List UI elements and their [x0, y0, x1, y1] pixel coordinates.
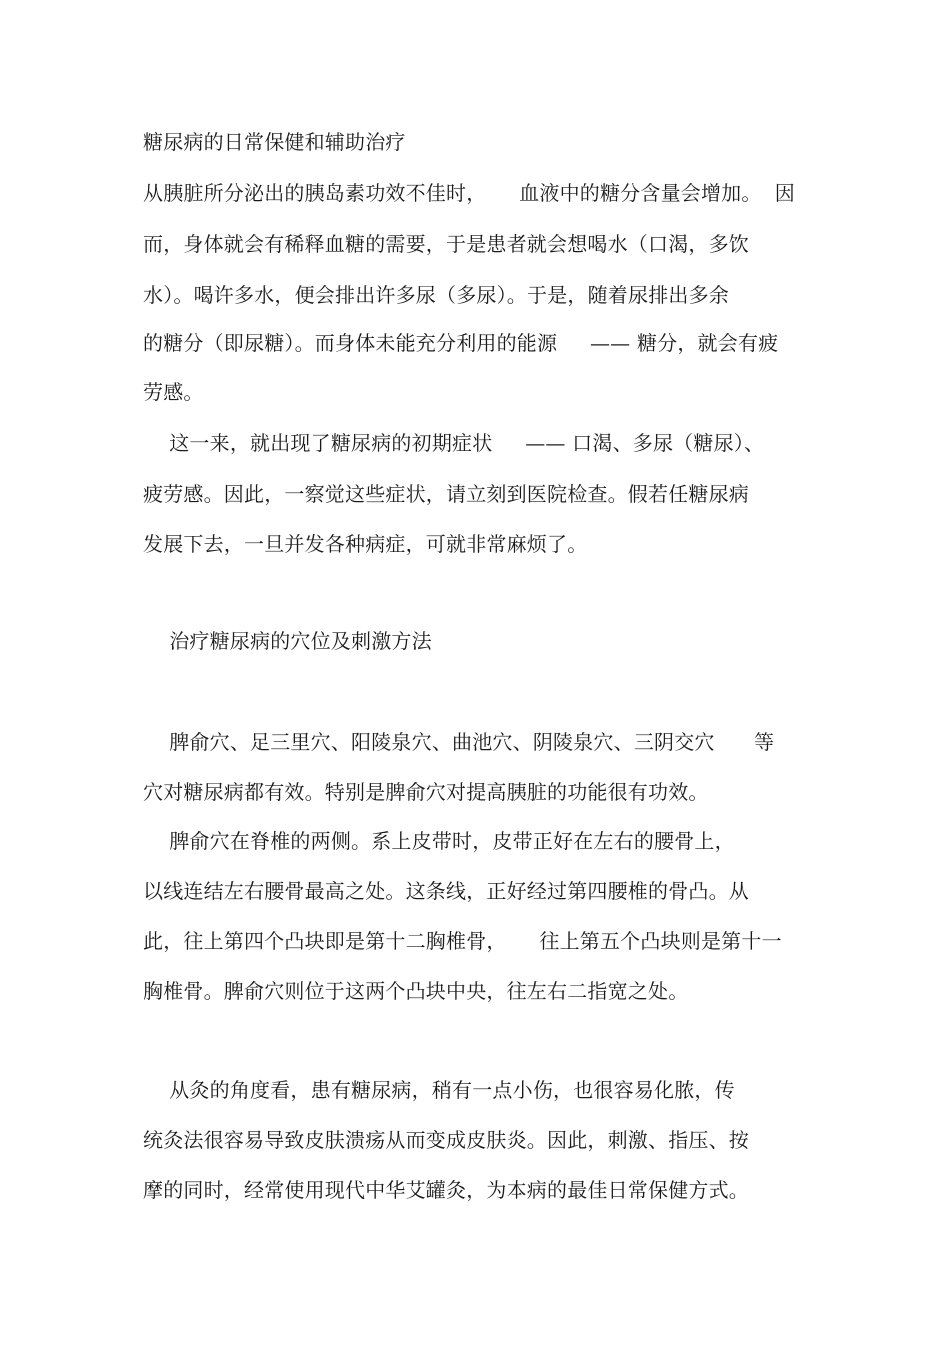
text-line: 而，身体就会有稀释血糖的需要，于是患者就会想喝水（口渴，多饮 — [143, 232, 749, 256]
text-line: 从胰脏所分泌出的胰岛素功效不佳时， 血液中的糖分含量会增加。 因 — [143, 181, 795, 205]
section-heading: 治疗糖尿病的穴位及刺激方法 — [143, 629, 432, 653]
text-line: 水）。喝许多水，便会排出许多尿（多尿）。于是，随着尿排出多余 — [143, 283, 729, 307]
text-line: 的糖分（即尿糖）。而身体未能充分利用的能源 —— 糖分，就会有疲 — [143, 331, 779, 355]
text-line: 以线连结左右腰骨最高之处。这条线，正好经过第四腰椎的骨凸。从 — [143, 879, 749, 903]
text-line: 这一来，就出现了糖尿病的初期症状 —— 口渴、多尿（糖尿）、 — [143, 431, 765, 455]
text-line: 胸椎骨。脾俞穴则位于这两个凸块中央，往左右二指宽之处。 — [143, 979, 689, 1003]
text-line: 从灸的角度看，患有糖尿病，稍有一点小伤，也很容易化脓，传 — [143, 1078, 735, 1102]
document-title: 糖尿病的日常保健和辅助治疗 — [143, 130, 406, 154]
text-line: 劳感。 — [143, 380, 204, 404]
text-line: 脾俞穴、足三里穴、阳陵泉穴、曲池穴、阴陵泉穴、三阴交穴 等 — [143, 730, 775, 754]
text-line: 发展下去，一旦并发各种病症，可就非常麻烦了。 — [143, 532, 588, 556]
text-line: 此，往上第四个凸块即是第十二胸椎骨， 往上第五个凸块则是第十一 — [143, 929, 782, 953]
text-line: 统灸法很容易导致皮肤溃疡从而变成皮肤炎。因此，刺激、指压、按 — [143, 1128, 749, 1152]
text-line: 穴对糖尿病都有效。特别是脾俞穴对提高胰脏的功能很有功效。 — [143, 780, 709, 804]
text-line: 疲劳感。因此，一察觉这些症状，请立刻到医院检查。假若任糖尿病 — [143, 482, 749, 506]
text-line: 摩的同时，经常使用现代中华艾罐灸，为本病的最佳日常保健方式。 — [143, 1178, 749, 1202]
text-line: 脾俞穴在脊椎的两侧。系上皮带时，皮带正好在左右的腰骨上， — [143, 829, 735, 853]
